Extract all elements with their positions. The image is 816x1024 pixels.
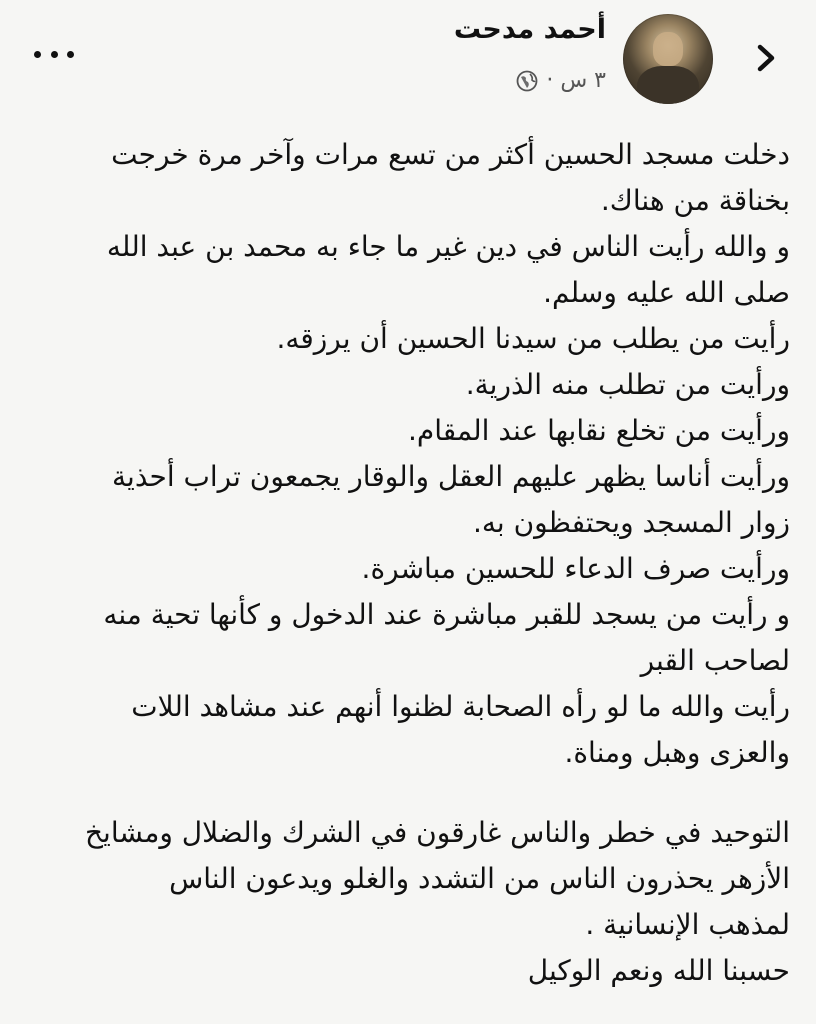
avatar-face-shape xyxy=(653,32,683,66)
avatar-body-shape xyxy=(637,66,699,104)
post-text-line: حسبنا الله ونعم الوكيل xyxy=(527,954,790,987)
post-text-line: لصاحب القبر xyxy=(640,644,790,677)
post-text-line: بخناقة من هناك. xyxy=(600,184,790,217)
author-name[interactable]: أحمد مدحت xyxy=(453,14,606,45)
post-text-line: ورأيت صرف الدعاء للحسين مباشرة. xyxy=(361,552,790,585)
post-text-line: لمذهب الإنسانية . xyxy=(585,908,790,941)
back-chevron-icon[interactable] xyxy=(748,40,784,76)
post-text-line: الأزهر يحذرون الناس من التشدد والغلو ويدعون الناس xyxy=(169,862,790,895)
post-text-line: والعزى وهبل ومناة. xyxy=(564,736,790,769)
post-text-line: ورأيت أناسا يظهر عليهم العقل والوقار يجمعون تراب أحذية xyxy=(112,460,790,493)
post-text-line: ورأيت من تطلب منه الذرية. xyxy=(465,368,790,401)
post-text-line: التوحيد في خطر والناس غارقون في الشرك والضلال ومشايخ xyxy=(84,816,790,849)
post-text-line: صلى الله عليه وسلم. xyxy=(543,276,790,309)
post-body xyxy=(30,132,790,994)
paragraph-gap xyxy=(30,776,790,810)
post-meta xyxy=(516,68,606,93)
post-text-line: دخلت مسجد الحسين أكثر من تسع مرات وآخر مرة خرجت xyxy=(111,138,790,171)
post-text-line: رأيت من يطلب من سيدنا الحسين أن يرزقه. xyxy=(276,322,790,355)
post-text-line: رأيت والله ما لو رأه الصحابة لظنوا أنهم عند مشاهد اللات xyxy=(131,690,790,723)
post-text-line: و رأيت من يسجد للقبر مباشرة عند الدخول و كأنها تحية منه xyxy=(103,598,790,631)
post-text-line: زوار المسجد ويحتفظون به. xyxy=(473,506,790,539)
post-text-line: ورأيت من تخلع نقابها عند المقام. xyxy=(408,414,790,447)
dot-icon xyxy=(34,51,41,58)
post-header xyxy=(0,0,816,110)
dot-icon xyxy=(67,51,74,58)
author-avatar[interactable] xyxy=(623,14,713,104)
dot-icon xyxy=(51,51,58,58)
post-time[interactable]: ٣ س · xyxy=(546,68,606,93)
more-options-icon[interactable] xyxy=(34,44,74,64)
post-text-line: و والله رأيت الناس في دين غير ما جاء به محمد بن عبد الله xyxy=(106,230,790,263)
globe-icon xyxy=(516,70,538,92)
